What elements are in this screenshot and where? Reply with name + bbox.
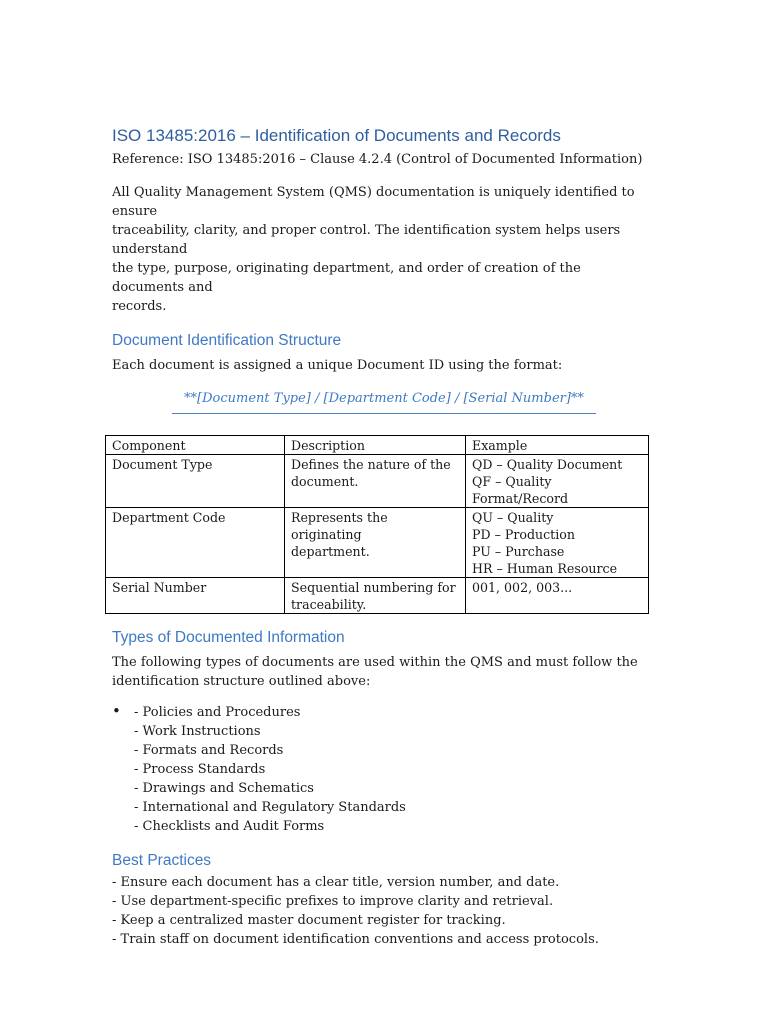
cell-component: Department Code [106,508,285,578]
id-format: **[Document Type] / [Department Code] / [Serial Number]** [172,390,596,414]
types-text-line: identification structure outlined above: [112,674,371,689]
header-example: Example [466,436,649,455]
structure-heading: Document Identification Structure [112,332,342,349]
reference-line: Reference: ISO 13485:2016 – Clause 4.2.4 (Control of Documented Information) [112,152,643,167]
types-list [112,703,656,836]
example-line: 001, 002, 003... [472,580,573,595]
intro-line: records. [112,299,167,314]
table-header-row [106,436,649,455]
bullet-marker: • [112,702,121,720]
table-row [106,508,649,578]
example-line: Format/Record [472,491,569,506]
cell-example [466,578,649,614]
list-item: - Process Standards [134,762,266,777]
cell-example [466,455,649,508]
example-line: PU – Purchase [472,544,565,559]
list-item: - Use department-specific prefixes to improve clarity and retrieval. [112,894,554,909]
description-line: Sequential numbering for [291,580,456,595]
types-heading: Types of Documented Information [112,629,345,646]
cell-description [285,508,466,578]
structure-text: Each document is assigned a unique Document ID using the format: [112,358,563,373]
list-item: - Keep a centralized master document register for tracking. [112,913,506,928]
intro-line: traceability, clarity, and proper control. The identification system helps users understand [112,223,621,257]
cell-component: Serial Number [106,578,285,614]
example-line: PD – Production [472,527,575,542]
example-line: HR – Human Resource [472,561,618,576]
list-item: - Train staff on document identification conventions and access protocols. [112,932,599,947]
list-item: - Ensure each document has a clear title, version number, and date. [112,875,560,890]
example-line: QU – Quality [472,510,554,525]
description-line: traceability. [291,597,367,612]
list-item: - Work Instructions [134,724,261,739]
list-item: - International and Regulatory Standards [134,800,406,815]
types-text [112,653,656,691]
intro-paragraph [112,183,656,316]
description-line: document. [291,474,359,489]
list-item: - Formats and Records [134,743,284,758]
table-row [106,578,649,614]
intro-line: All Quality Management System (QMS) documentation is uniquely identified to ensure [112,185,635,219]
example-line: QD – Quality Document [472,457,623,472]
description-line: Represents the originating [291,510,388,542]
best-practices-heading: Best Practices [112,852,212,869]
best-practices-list [112,873,656,949]
cell-component: Document Type [106,455,285,508]
list-item: - Checklists and Audit Forms [134,819,325,834]
types-text-line: The following types of documents are used within the QMS and must follow the [112,655,638,670]
list-item: - Policies and Procedures [134,705,301,720]
example-line: QF – Quality [472,474,552,489]
description-line: department. [291,544,370,559]
cell-example [466,508,649,578]
header-component: Component [106,436,285,455]
header-description: Description [285,436,466,455]
list-item: - Drawings and Schematics [134,781,314,796]
table-row [106,455,649,508]
id-structure-table [105,435,649,614]
intro-line: the type, purpose, originating department, and order of creation of the documents and [112,261,581,295]
description-line: Defines the nature of the [291,457,451,472]
cell-description [285,455,466,508]
document-title: ISO 13485:2016 – Identification of Documents and Records [112,126,561,145]
cell-description [285,578,466,614]
